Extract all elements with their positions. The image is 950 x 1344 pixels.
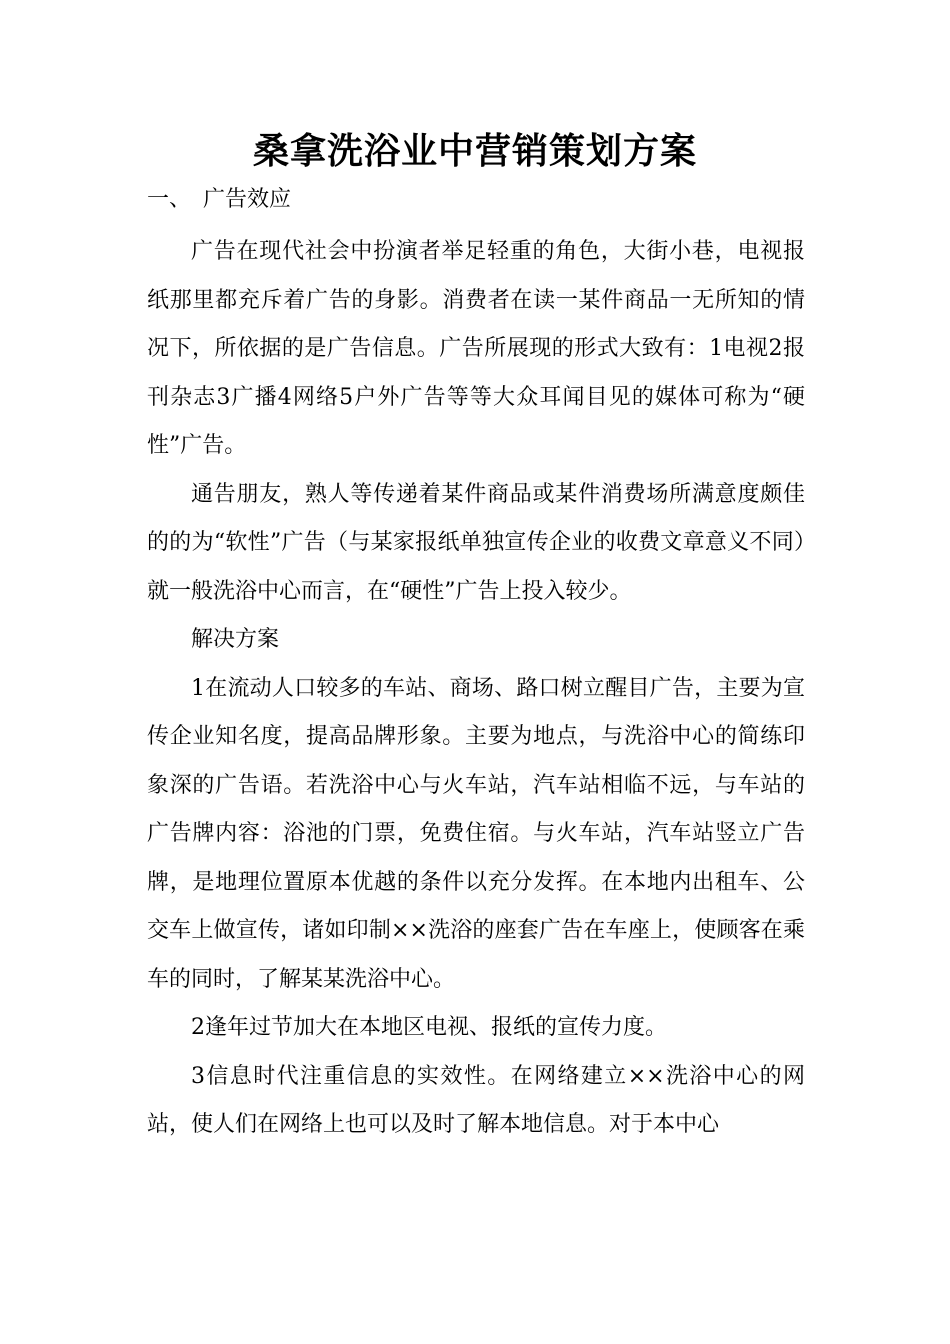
paragraph-solution-3: 3信息时代注重信息的实效性。在网络建立××洗浴中心的网站，使人们在网络上也可以及时了解本地信息。对于本中心	[147, 1063, 805, 1137]
document-title: 桑拿洗浴业中营销策划方案	[252, 130, 697, 172]
section-heading	[147, 178, 291, 222]
paragraph-soft-advertising: 通告朋友，熟人等传递着某件商品或某件消费场所满意度颇佳的的为“软性”广告（与某家报纸单独宣传企业的收费文章意义不同）就一般洗浴中心而言，在“硬性”广告上投入较少。	[147, 481, 805, 604]
paragraph-solution-1: 1在流动人口较多的车站、商场、路口树立醒目广告，主要为宣传企业知名度，提高品牌形象。主要为地点，与洗浴中心的简练印象深的广告语。若洗浴中心与火车站，汽车站相临不远，与车站的广告牌内容：浴池的门票，免费住宿。与火车站，汽车站竖立广告牌，是地理位置原本优越的条件以充分发挥。在本地内出租车、公交车上做宣传，诸如印制××洗浴的座套广告在车座上，使顾客在乘车的同时，了解某某洗浴中心。	[147, 675, 805, 992]
section-title: 广告效应	[203, 187, 292, 212]
document-body	[147, 228, 805, 1150]
paragraph-advertising-intro: 广告在现代社会中扮演者举足轻重的角色，大街小巷，电视报纸那里都充斥着广告的身影。消费者在读一某件商品一无所知的情况下，所依据的是广告信息。广告所展现的形式大致有：1电视2报刊杂志3广播4网络5户外广告等等大众耳闻目见的媒体可称为“硬性”广告。	[147, 239, 805, 458]
paragraph-solution-heading: 解决方案	[191, 627, 280, 652]
section-number: 一、	[147, 187, 192, 212]
paragraph-solution-2: 2逢年过节加大在本地区电视、报纸的宣传力度。	[191, 1015, 667, 1040]
